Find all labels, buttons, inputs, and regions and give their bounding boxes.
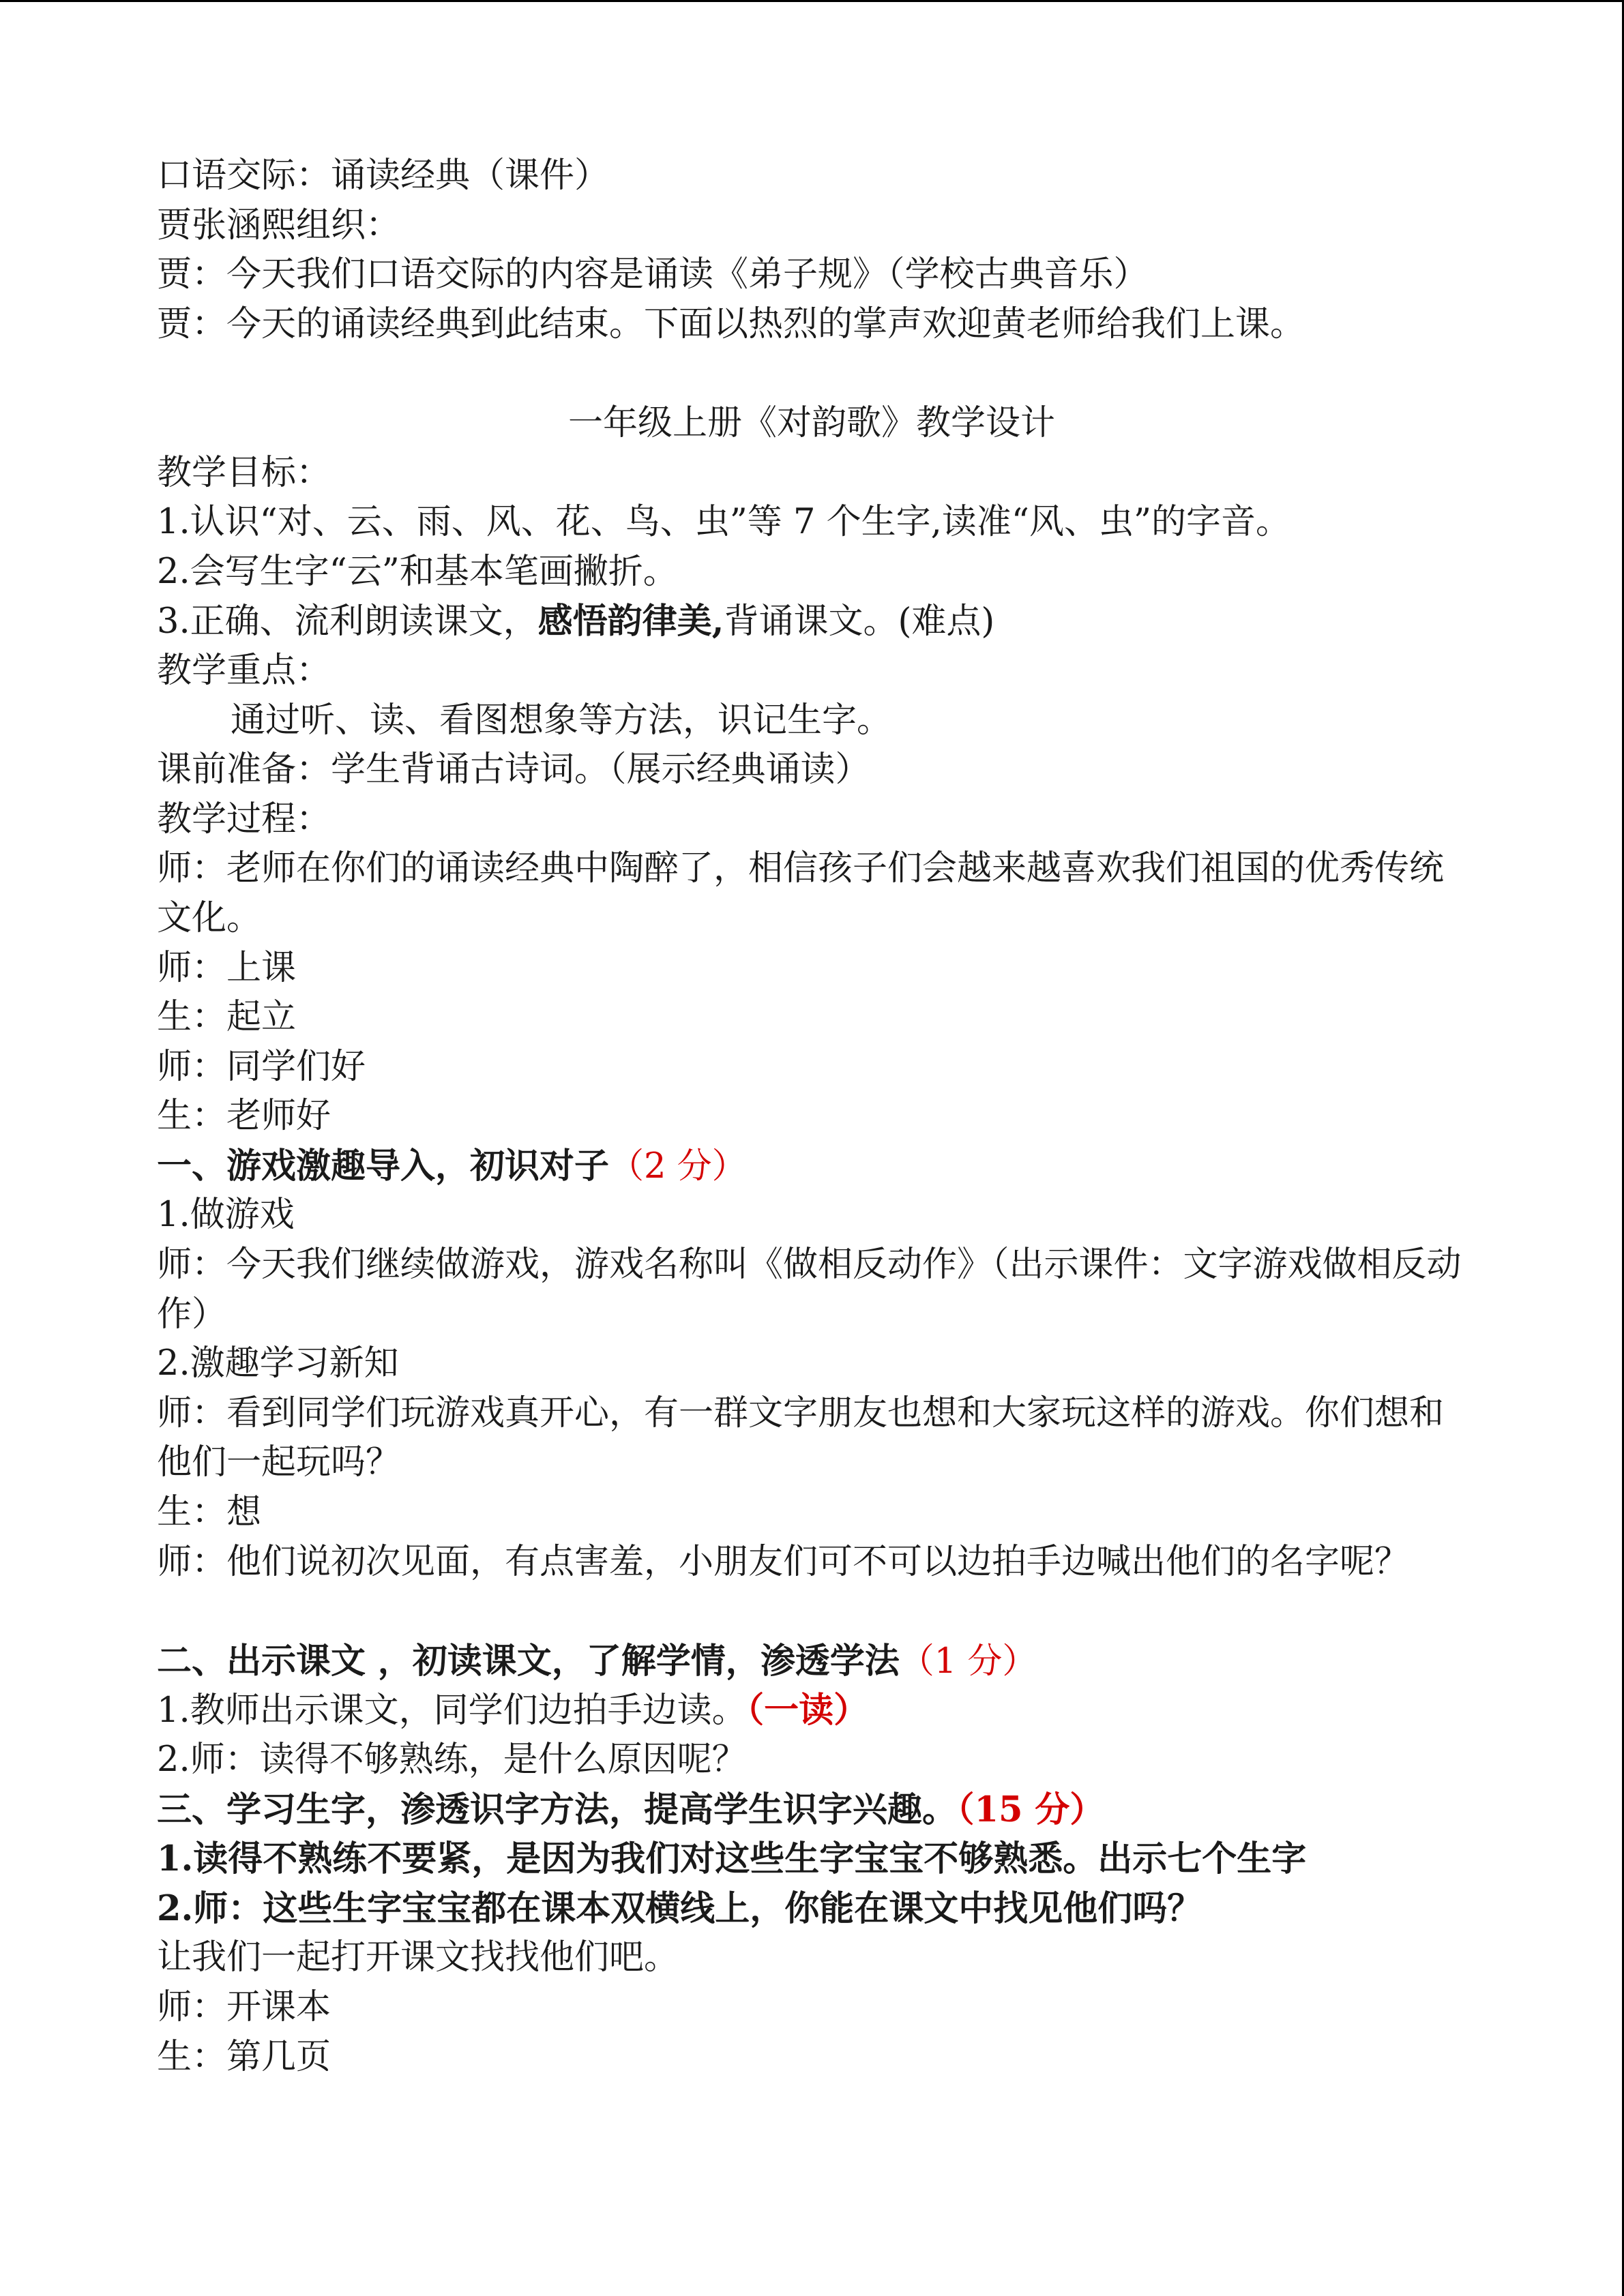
- section-heading-2: [157, 1637, 1466, 1686]
- step-item: 1.做游戏: [157, 1195, 295, 1236]
- text-line: 贾：今天我们口语交际的内容是诵读《弟子规》（学校古典音乐）: [157, 254, 1149, 295]
- objective-emphasis: 感悟韵律美,: [537, 601, 724, 642]
- document-title: 一年级上册《对韵歌》教学设计: [567, 402, 1055, 443]
- dialogue-line: 生：老师好: [157, 1096, 331, 1137]
- heading-objectives: 教学目标：: [157, 452, 331, 493]
- dialogue-line: 生：想: [157, 1492, 262, 1533]
- section-time: （1 分）: [899, 1641, 1037, 1682]
- preparation-text: 课前准备：学生背诵古诗词。（展示经典诵读）: [157, 749, 870, 790]
- step-item: 2.激趣学习新知: [157, 1343, 399, 1384]
- section-title: 三、学习生字，渗透识字方法，提高学生识字兴趣。: [157, 1789, 958, 1830]
- text-line: 贾张涵熙组织：: [157, 205, 401, 245]
- dialogue-line: 生：起立: [157, 997, 297, 1038]
- dialogue-line: 师：今天我们继续做游戏，游戏名称叫《做相反动作》（出示课件：文字游戏做相反动作）: [157, 1244, 1462, 1335]
- dialogue-line: 师：看到同学们玩游戏真开心，有一群文字朋友也想和大家玩这样的游戏。你们想和他们一起玩吗？: [157, 1392, 1445, 1483]
- blank-line: [157, 349, 1466, 399]
- objective-text: 背诵课文。(难点): [724, 601, 995, 642]
- blank-line: [157, 1587, 1466, 1637]
- section-time: （15 分）: [957, 1789, 1105, 1830]
- objective-item: 2.会写生字“云”和基本笔画撇折。: [157, 551, 678, 592]
- heading-key-points: 教学重点：: [157, 650, 331, 691]
- objective-item: 1.认识“对、云、雨、风、花、鸟、虫”等 7 个生字,读准“风、虫”的字音。: [157, 502, 1291, 543]
- dialogue-line: 师：上课: [157, 947, 297, 988]
- section-title: 二、出示课文 ，初读课文，了解学情，渗透学法: [157, 1640, 900, 1682]
- dialogue-line: 生：第几页: [157, 2036, 331, 2077]
- text-line: 让我们一起打开课文找找他们吧。: [157, 1937, 679, 1978]
- page-border-top: [0, 0, 1624, 2]
- section-time: （2 分）: [609, 1146, 747, 1187]
- step-item: 1.读得不熟练不要紧，是因为我们对这些生字宝宝不够熟悉。出示七个生字: [157, 1838, 1307, 1880]
- reading-marker: （一读）: [746, 1690, 869, 1731]
- dialogue-line: 师：老师在你们的诵读经典中陶醉了，相信孩子们会越来越喜欢我们祖国的优秀传统文化。: [157, 848, 1445, 938]
- objective-item: [157, 597, 1466, 646]
- step-text: 1.教师出示课文，同学们边拍手边读。: [157, 1690, 747, 1731]
- step-item: [157, 1686, 1466, 1735]
- dialogue-line: 师：开课本: [157, 1986, 331, 2027]
- step-item: 2.师：这些生字宝宝都在课本双横线上，你能在课文中找见他们吗？: [157, 1888, 1202, 1929]
- text-line: 口语交际：诵读经典（课件）: [157, 155, 610, 196]
- section-title: 一、游戏激趣导入，初识对子: [157, 1145, 610, 1187]
- document-body: [157, 151, 1466, 2082]
- dialogue-line: 师：同学们好: [157, 1046, 366, 1087]
- section-heading-3: [157, 1785, 1466, 1835]
- text-line: 贾：今天的诵读经典到此结束。下面以热烈的掌声欢迎黄老师给我们上课。: [157, 303, 1305, 344]
- key-point-text: 通过听、读、看图想象等方法，识记生字。: [231, 700, 892, 741]
- section-heading-1: [157, 1142, 1466, 1191]
- step-item: 2.师：读得不够熟练，是什么原因呢？: [157, 1740, 747, 1780]
- heading-process: 教学过程：: [157, 799, 331, 839]
- dialogue-line: 师：他们说初次见面，有点害羞，小朋友们可不可以边拍手边喊出他们的名字呢？: [157, 1541, 1410, 1582]
- objective-text: 3.正确、流利朗读课文，: [157, 601, 538, 642]
